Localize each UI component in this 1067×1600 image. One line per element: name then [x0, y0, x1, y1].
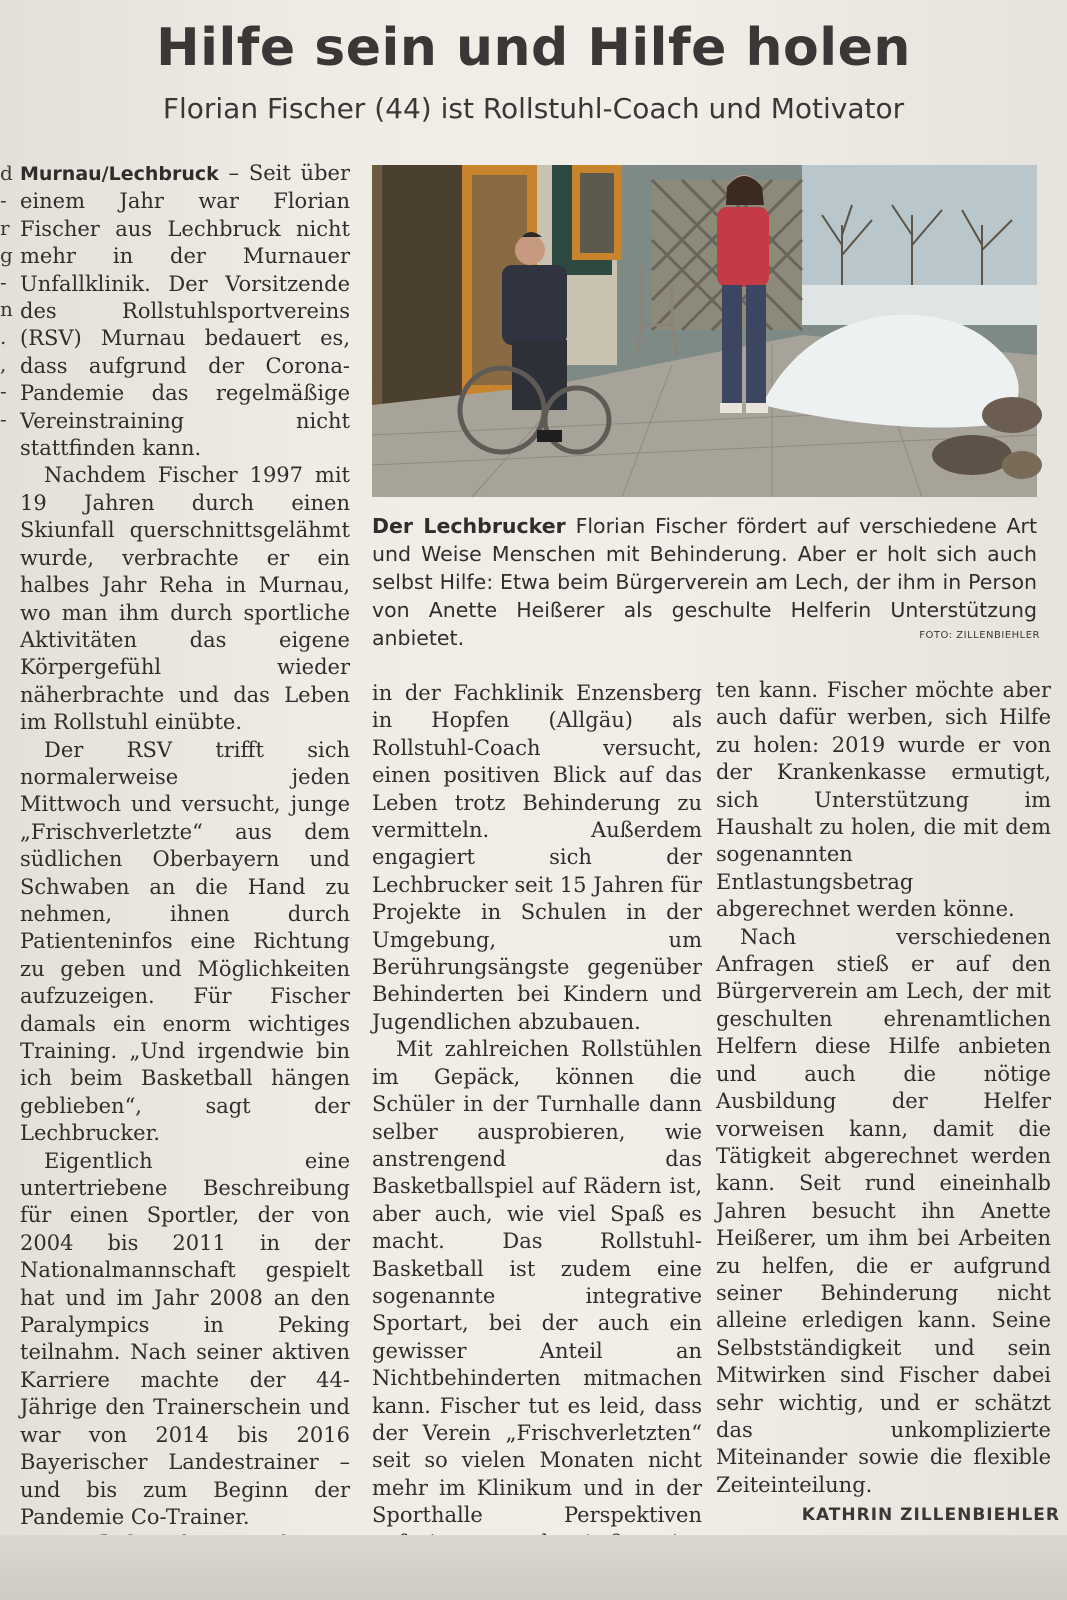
paragraph: Eigentlich eine untertriebene Beschreibung für einen Sportler, der von 2004 bis 2011 in der Nationalmannschaft gespielt hat und im Jahr 2008 an den Paralympics in Peking teilnahm. Nach seiner aktiven Karriere machte der 44-Jährige den Trainerschein und war von 2014 bis 2016 Bayerischer Landestrainer – und bis zum Beginn der Pandemie Co-Trainer.	[20, 1148, 350, 1529]
edge-letter: -	[0, 406, 7, 431]
dateline: Murnau/Lechbruck	[20, 163, 219, 185]
edge-letter: n	[0, 297, 13, 322]
paragraph: Nach verschiedenen Anfragen stieß er auf den Bürgerverein am Lech, der mit geschulten ehrenamtlichen Helfern diese Hilfe anbieten und auch die nötige Ausbildung der Helfer vorweisen kann, damit die Tätigkeit abgerechnet werden kann. Seit rund eineinhalb Jahren besucht ihn Anette Heißerer, um ihm bei Arbeiten zu helfen, die er aufgrund seiner Behinderung nicht alleine erledigen kann. Seine Selbstständigkeit und sein Mitwirken sind Fischer dabei sehr wichtig, und er schätzt das unkomplizierte Miteinander sowie die flexible Zeiteinteilung.	[716, 924, 1051, 1497]
page-fold-shadow	[0, 1535, 1067, 1600]
edge-letter: r	[0, 215, 10, 240]
adjacent-column-fragment	[0, 160, 13, 433]
paragraph: in der Fachklinik Enzensberg in Hopfen (Allgäu) als Rollstuhl-Coach versucht, einen positiven Blick auf das Leben trotz Behinderung zu vermitteln. Außerdem engagiert sich der Lechbrucker seit 15 Jahren für Projekte in Schulen in der Umgebung, um Berührungsängste gegenüber Behinderten bei Kindern und Jugendlichen abzubauen.	[372, 681, 702, 1034]
edge-letter: ,	[0, 352, 7, 377]
article-photo	[372, 165, 1037, 497]
article-column-1	[20, 160, 350, 1586]
article-column-3	[716, 677, 1051, 1499]
edge-letter: -	[0, 188, 7, 213]
edge-letter: .	[0, 324, 7, 349]
article-column-2	[372, 680, 702, 1584]
headline: Hilfe sein und Hilfe holen	[156, 18, 911, 78]
edge-letter: d	[0, 161, 13, 185]
edge-letter: -	[0, 270, 7, 295]
edge-letter: g	[0, 242, 13, 267]
author-byline: KATHRIN ZILLENBIEHLER	[801, 1505, 1060, 1525]
caption-text: Florian Fischer fördert auf verschiedene Art und Weise Menschen mit Behinderung. Aber er holt sich auch selbst Hilfe: Etwa beim Bürgerverein am Lech, der ihm in Person von Anette Heißerer als geschulte Helferin Unterstützung anbietet.	[372, 514, 1037, 650]
paragraph: ten kann. Fischer möchte aber auch dafür werben, sich Hilfe zu holen: 2019 wurde er von der Krankenkasse ermutigt, sich Unterstützung im Haushalt zu holen, die mit dem sogenannten Entlastungsbetrag abgerechnet werden könne.	[716, 678, 1051, 922]
paragraph: Mit zahlreichen Rollstühlen im Gepäck, können die Schüler in der Turnhalle dann selber ausprobieren, wie anstrengend das Basketballspiel auf Rädern ist, aber auch, wie viel Spaß es macht. Das Rollstuhl-Basketball ist zudem eine sogenannte integrative Sportart, bei der auch ein gewisser Anteil an Nichtbehinderten mitmachen kann. Fischer tut es leid, dass der Verein „Frischverletzten“ seit so vielen Monaten nicht mehr im Klinikum und in der Sporthalle Perspektiven	[372, 1037, 702, 1528]
caption-lead: Der Lechbrucker	[372, 514, 566, 538]
paragraph-text: – Seit über einem Jahr war Florian Fischer aus Lechbruck nicht mehr in der Murnauer Unfallklinik. Der Vorsitzende des Rollstuhlsportvereins (RSV) Murnau bedauert es, dass aufgrund der Corona-Pandemie das regelmäßige Vereinstraining nicht stattfinden kann.	[20, 161, 350, 461]
edge-letter: -	[0, 379, 7, 404]
photo-illustration	[372, 165, 1037, 497]
subheadline: Florian Fischer (44) ist Rollstuhl-Coach und Motivator	[162, 92, 905, 125]
photo-credit: FOTO: ZILLENBIEHLER	[919, 630, 1040, 641]
paragraph: Nachdem Fischer 1997 mit 19 Jahren durch einen Skiunfall querschnittsgelähmt wurde, verbrachte er ein halbes Jahr Reha in Murnau, wo man ihm durch sportliche Aktivitäten das eigene Körpergefühl wieder näherbrachte und das Leben im Rollstuhl einübte.	[20, 463, 350, 735]
paragraph	[20, 160, 350, 462]
paragraph: Der RSV trifft sich normalerweise jeden Mittwoch und versucht, junge „Frischverletzte“ aus dem südlichen Oberbayern und Schwaben an die Hand zu nehmen, ihnen durch Patienteninfos eine Richtung zu geben und Möglichkeiten aufzuzeigen. Für Fischer damals ein enorm wichtiges Training. „Und irgendwie bin ich beim Basketball hängen geblieben“, sagt der Lechbrucker.	[20, 737, 350, 1146]
